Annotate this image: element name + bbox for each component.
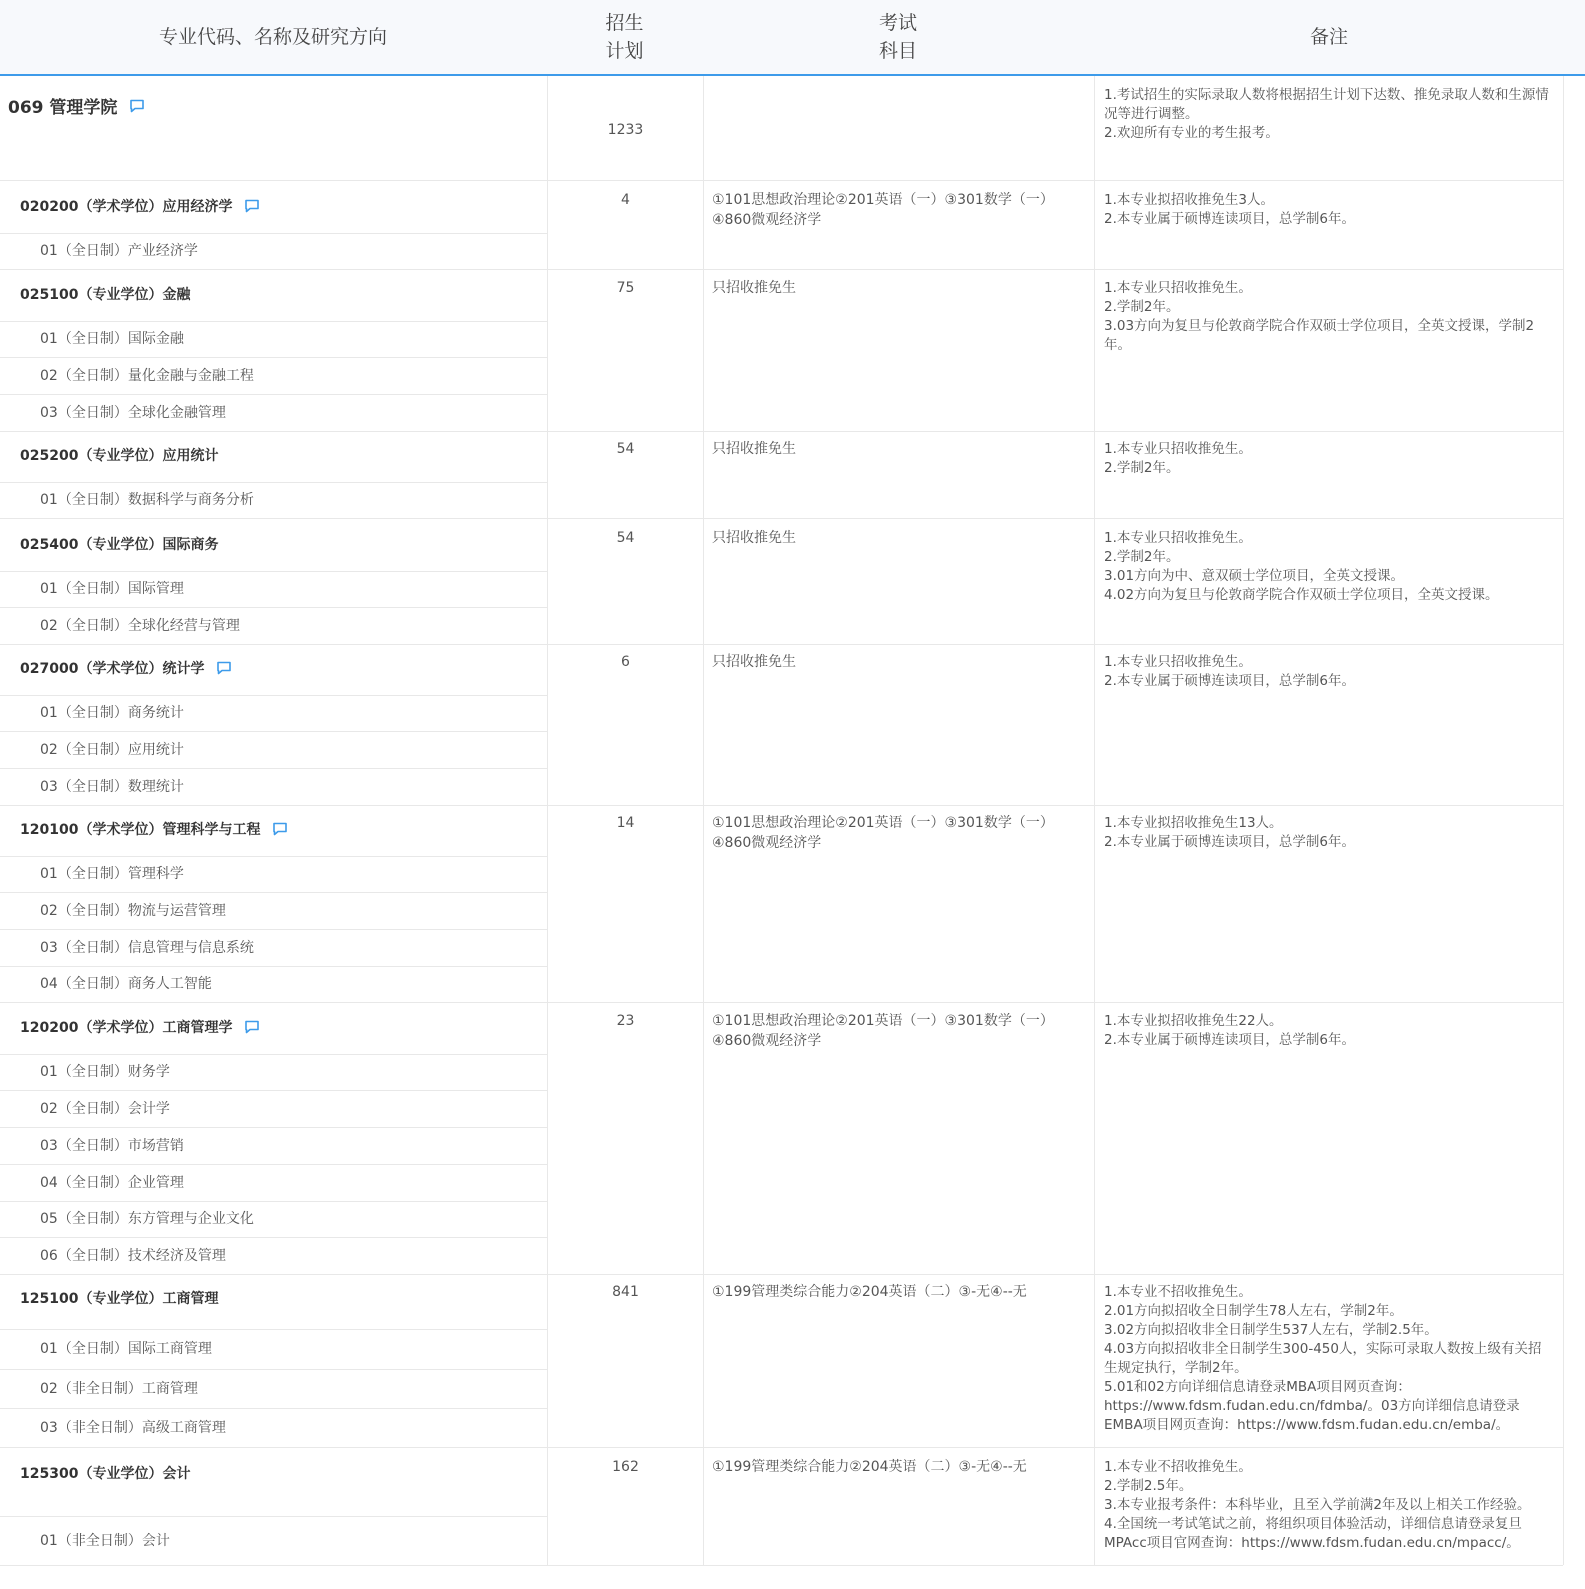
row-divider: [0, 1237, 547, 1238]
row-divider: [0, 269, 1563, 270]
major-subjects: ①101思想政治理论②201英语（一）③301数学（一）④860微观经济学: [712, 815, 1054, 851]
note-line: 2.本专业属于硕博连读项目，总学制6年。: [1104, 673, 1355, 689]
major-title: [20, 196, 260, 216]
note-line: 4.全国统一考试笔试之前，将组织项目体验活动，详细信息请登录复旦MPAcc项目官网查询：https://www.fdsm.fudan.edu.cn/mpacc/。: [1104, 1516, 1522, 1551]
major-plan: 6: [621, 654, 630, 670]
major-notes: [1104, 440, 1554, 478]
direction-item: 04（全日制）商务人工智能: [40, 976, 212, 992]
direction-item: 01（全日制）国际管理: [40, 581, 184, 597]
major-subjects: 只招收推免生: [712, 530, 796, 546]
header-major: 专业代码、名称及研究方向: [158, 26, 387, 48]
note-line: 1.本专业只招收推免生。: [1104, 441, 1252, 457]
college-notes: [1104, 86, 1554, 143]
note-line: 1.本专业拟招收推免生22人。: [1104, 1013, 1283, 1029]
direction-item: 05（全日制）东方管理与企业文化: [40, 1211, 254, 1227]
major-title: [20, 284, 190, 304]
row-divider: [0, 768, 547, 769]
note-line: 5.01和02方向详细信息请登录MBA项目网页查询：https://www.fdsm.fudan.edu.cn/fdmba/。03方向详细信息请登录EMBA项目网页查询：https://www.fdsm.fudan.edu.cn/emba/。: [1104, 1379, 1520, 1433]
row-divider: [0, 357, 547, 358]
chat-bubble-icon[interactable]: [272, 822, 288, 836]
major-plan: 841: [612, 1284, 639, 1300]
college-plan: 1233: [607, 122, 644, 138]
major-name: 125300（专业学位）会计: [20, 1466, 191, 1482]
college-title: [8, 92, 145, 118]
note-line: 2.本专业属于硕博连读项目，总学制6年。: [1104, 1032, 1355, 1048]
note-line: 2.欢迎所有专业的考生报考。: [1104, 125, 1279, 141]
major-name: 025200（专业学位）应用统计: [20, 448, 219, 464]
major-plan: 75: [616, 280, 635, 296]
row-divider: [0, 892, 547, 893]
major-notes: [1104, 279, 1554, 355]
major-plan: 23: [616, 1013, 635, 1029]
note-line: 3.02方向拟招收非全日制学生537人左右，学制2.5年。: [1104, 1322, 1438, 1338]
row-divider: [0, 1274, 1563, 1275]
row-divider: [0, 1164, 547, 1165]
row-divider: [0, 571, 547, 572]
direction-item: 01（非全日制）会计: [40, 1533, 170, 1549]
direction-item: 01（全日制）产业经济学: [40, 243, 198, 259]
row-divider: [0, 431, 1563, 432]
direction-item: 03（全日制）市场营销: [40, 1138, 184, 1154]
row-divider: [0, 180, 1563, 181]
note-line: 2.学制2.5年。: [1104, 1478, 1193, 1494]
row-divider: [0, 1329, 547, 1330]
row-divider: [0, 966, 547, 967]
row-divider: [0, 1054, 547, 1055]
major-title: [20, 658, 232, 678]
direction-item: 01（全日制）数据科学与商务分析: [40, 492, 254, 508]
direction-item: 02（非全日制）工商管理: [40, 1381, 198, 1397]
chat-bubble-icon[interactable]: [244, 1020, 260, 1034]
header-subjects: 考试 科目: [878, 12, 917, 62]
note-line: 1.本专业只招收推免生。: [1104, 654, 1252, 670]
major-notes: [1104, 1012, 1554, 1050]
row-divider: [0, 644, 1563, 645]
table-header: [0, 0, 1585, 76]
row-divider: [0, 1369, 547, 1370]
direction-item: 01（全日制）财务学: [40, 1064, 170, 1080]
direction-item: 02（全日制）量化金融与金融工程: [40, 368, 254, 384]
note-line: 4.02方向为复旦与伦敦商学院合作双硕士学位项目，全英文授课。: [1104, 587, 1499, 603]
column-divider: [1563, 76, 1564, 1565]
major-notes: [1104, 1283, 1554, 1435]
direction-item: 01（全日制）商务统计: [40, 705, 184, 721]
major-subjects: ①101思想政治理论②201英语（一）③301数学（一）④860微观经济学: [712, 1013, 1054, 1049]
row-divider: [0, 1408, 547, 1409]
major-notes: [1104, 814, 1554, 852]
major-subjects: ①199管理类综合能力②204英语（二）③-无④--无: [712, 1459, 1027, 1475]
row-divider: [0, 1447, 1563, 1448]
major-title: [20, 445, 218, 465]
major-plan: 54: [616, 441, 635, 457]
major-title: [20, 819, 288, 839]
row-divider: [0, 805, 1563, 806]
major-notes: [1104, 529, 1554, 605]
direction-item: 03（全日制）数理统计: [40, 779, 184, 795]
major-name: 120100（学术学位）管理科学与工程: [20, 822, 261, 838]
note-line: 1.本专业拟招收推免生3人。: [1104, 192, 1274, 208]
row-divider: [0, 695, 547, 696]
row-divider: [0, 1565, 1563, 1566]
major-subjects: ①199管理类综合能力②204英语（二）③-无④--无: [712, 1284, 1027, 1300]
row-divider: [0, 607, 547, 608]
major-notes: [1104, 653, 1554, 691]
major-name: 020200（学术学位）应用经济学: [20, 199, 233, 215]
direction-item: 03（全日制）全球化金融管理: [40, 405, 226, 421]
direction-item: 06（全日制）技术经济及管理: [40, 1248, 226, 1264]
major-name: 025100（专业学位）金融: [20, 287, 191, 303]
major-subjects: 只招收推免生: [712, 280, 796, 296]
row-divider: [0, 321, 547, 322]
row-divider: [0, 731, 547, 732]
chat-bubble-icon[interactable]: [129, 98, 145, 112]
major-plan: 14: [616, 815, 635, 831]
note-line: 2.本专业属于硕博连读项目，总学制6年。: [1104, 834, 1355, 850]
direction-item: 02（全日制）应用统计: [40, 742, 184, 758]
note-line: 1.本专业不招收推免生。: [1104, 1284, 1252, 1300]
direction-item: 01（全日制）国际工商管理: [40, 1341, 212, 1357]
major-title: [20, 1017, 260, 1037]
major-name: 025400（专业学位）国际商务: [20, 537, 219, 553]
major-subjects: ①101思想政治理论②201英语（一）③301数学（一）④860微观经济学: [712, 192, 1054, 228]
direction-item: 01（全日制）国际金融: [40, 331, 184, 347]
major-name: 125100（专业学位）工商管理: [20, 1291, 219, 1307]
row-divider: [0, 1201, 547, 1202]
note-line: 3.本专业报考条件：本科毕业，且至入学前满2年及以上相关工作经验。: [1104, 1497, 1531, 1513]
major-plan: 162: [612, 1459, 639, 1475]
note-line: 1.本专业只招收推免生。: [1104, 530, 1252, 546]
header-notes: 备注: [1309, 26, 1348, 48]
note-line: 2.本专业属于硕博连读项目，总学制6年。: [1104, 211, 1355, 227]
note-line: 2.01方向拟招收全日制学生78人左右，学制2年。: [1104, 1303, 1403, 1319]
major-name: 027000（学术学位）统计学: [20, 661, 205, 677]
row-divider: [0, 856, 547, 857]
major-title: [20, 1288, 218, 1308]
major-subjects: 只招收推免生: [712, 441, 796, 457]
chat-bubble-icon[interactable]: [244, 199, 260, 213]
direction-item: 02（全日制）物流与运营管理: [40, 903, 226, 919]
college-name: 069 管理学院: [8, 97, 118, 118]
major-title: [20, 1463, 190, 1483]
direction-item: 04（全日制）企业管理: [40, 1175, 184, 1191]
note-line: 2.学制2年。: [1104, 460, 1180, 476]
row-divider: [0, 482, 547, 483]
column-divider: [1094, 76, 1095, 1565]
row-divider: [0, 1090, 547, 1091]
note-line: 2.学制2年。: [1104, 549, 1180, 565]
major-notes: [1104, 1458, 1554, 1553]
row-divider: [0, 518, 1563, 519]
note-line: 4.03方向拟招收非全日制学生300-450人，实际可录取人数按上级有关招生规定执行，学制2年。: [1104, 1341, 1542, 1376]
major-plan: 54: [616, 530, 635, 546]
note-line: 1.考试招生的实际录取人数将根据招生计划下达数、推免录取人数和生源情况等进行调整。: [1104, 87, 1549, 122]
note-line: 1.本专业只招收推免生。: [1104, 280, 1252, 296]
row-divider: [0, 929, 547, 930]
row-divider: [0, 1127, 547, 1128]
major-name: 120200（学术学位）工商管理学: [20, 1020, 233, 1036]
row-divider: [0, 233, 547, 234]
header-plan: 招生 计划: [605, 12, 644, 62]
direction-item: 02（全日制）全球化经营与管理: [40, 618, 240, 634]
row-divider: [0, 1516, 547, 1517]
note-line: 2.学制2年。: [1104, 299, 1180, 315]
direction-item: 02（全日制）会计学: [40, 1101, 170, 1117]
chat-bubble-icon[interactable]: [216, 661, 232, 675]
direction-item: 01（全日制）管理科学: [40, 866, 184, 882]
direction-item: 03（全日制）信息管理与信息系统: [40, 940, 254, 956]
major-subjects: 只招收推免生: [712, 654, 796, 670]
note-line: 1.本专业不招收推免生。: [1104, 1459, 1252, 1475]
row-divider: [0, 1002, 1563, 1003]
column-divider: [703, 76, 704, 1565]
note-line: 3.01方向为中、意双硕士学位项目，全英文授课。: [1104, 568, 1405, 584]
major-plan: 4: [621, 192, 630, 208]
major-notes: [1104, 191, 1554, 229]
major-title: [20, 534, 218, 554]
direction-item: 03（非全日制）高级工商管理: [40, 1420, 226, 1436]
row-divider: [0, 394, 547, 395]
note-line: 1.本专业拟招收推免生13人。: [1104, 815, 1283, 831]
note-line: 3.03方向为复旦与伦敦商学院合作双硕士学位项目，全英文授课，学制2年。: [1104, 318, 1535, 353]
